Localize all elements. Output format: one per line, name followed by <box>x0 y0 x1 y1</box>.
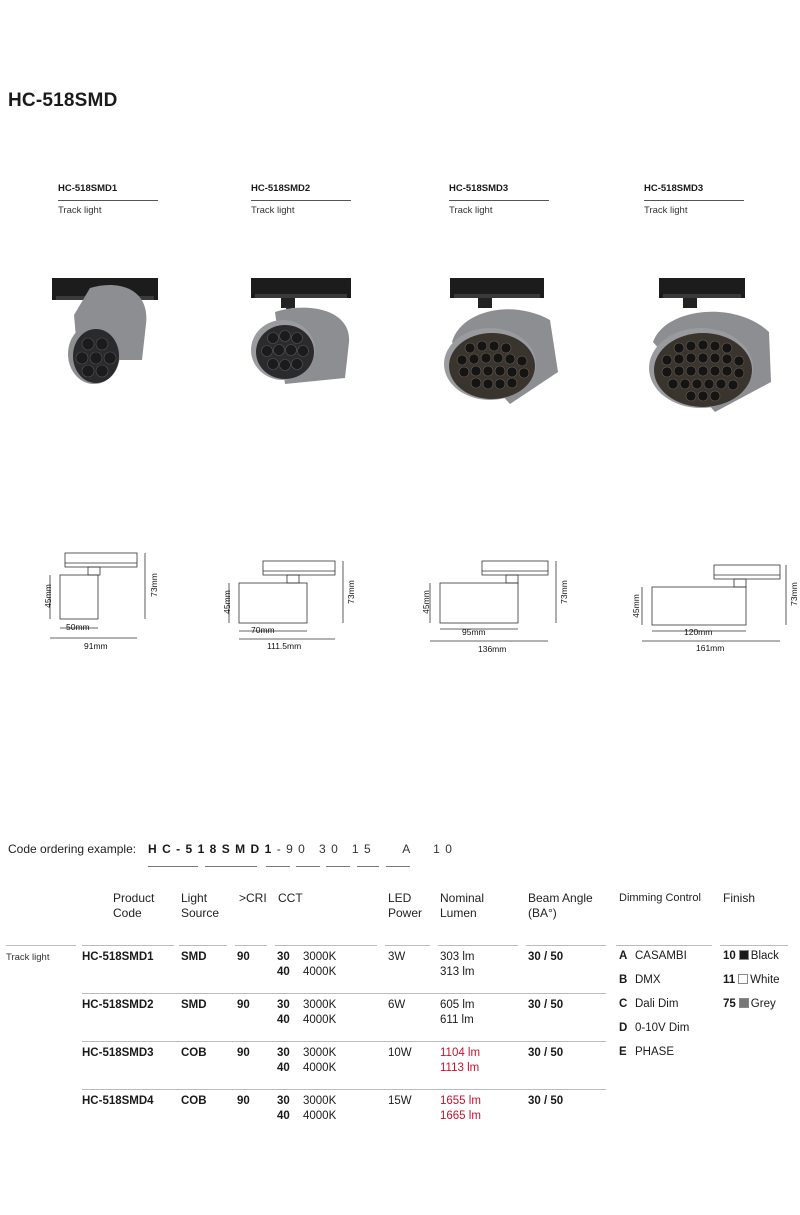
dim-height-body: 45mm <box>420 590 431 614</box>
product-header-2 <box>251 183 351 216</box>
table-row-cri: 90 <box>237 1095 250 1107</box>
code-part-cri: 90 <box>286 842 311 856</box>
row-divider <box>82 993 606 994</box>
row-divider <box>438 945 518 946</box>
dimension-drawing-4 <box>622 555 800 655</box>
table-row-cri: 90 <box>237 1047 250 1059</box>
table-row-beam: 30 / 50 <box>528 1095 564 1107</box>
row-divider <box>616 945 712 946</box>
product-type: Track light <box>449 205 493 216</box>
dimming-option: C Dali Dim <box>619 998 679 1010</box>
row-divider <box>82 945 174 946</box>
dim-height-total: 73mm <box>148 573 159 597</box>
table-row-lumen: 303 lm 313 lm <box>440 951 475 978</box>
table-row-power: 3W <box>388 951 406 963</box>
header-beam-angle: Beam Angle (BA°) <box>528 891 593 920</box>
code-underline <box>357 866 379 867</box>
product-code: HC-518SMD2 <box>251 183 311 194</box>
product-code: HC-518SMD3 <box>449 183 509 194</box>
dim-height-body: 45mm <box>221 590 232 614</box>
table-row-source: SMD <box>181 951 207 963</box>
dimension-drawing-1 <box>30 545 160 655</box>
table-row-source: COB <box>181 1047 207 1059</box>
table-row-source: SMD <box>181 999 207 1011</box>
code-underline <box>266 866 290 867</box>
color-swatch <box>739 998 749 1008</box>
group-label: Track light <box>6 952 50 963</box>
row-divider <box>179 945 227 946</box>
header-cct: CCT <box>278 891 303 905</box>
product-type: Track light <box>58 205 102 216</box>
row-divider <box>235 945 267 946</box>
header-nominal-lumen: Nominal Lumen <box>440 891 485 920</box>
header-product-code: Product Code <box>113 891 155 920</box>
product-code: HC-518SMD1 <box>58 183 118 194</box>
code-underline <box>386 866 410 867</box>
code-underline <box>148 866 198 867</box>
table-row-cct: 30 3000K 40 4000K <box>277 1047 337 1074</box>
code-ordering-label: Code ordering example: <box>8 842 137 856</box>
code-underline <box>326 866 350 867</box>
code-part-beam: 15 <box>351 842 377 856</box>
dim-front: 120mm <box>684 627 713 637</box>
table-row-power: 10W <box>388 1047 412 1059</box>
product-image-2 <box>245 272 355 392</box>
dimming-option: B DMX <box>619 974 661 986</box>
table-row-source: COB <box>181 1095 207 1107</box>
header-cri: >CRI <box>239 891 267 905</box>
dim-height-body: 45mm <box>42 584 53 608</box>
row-divider <box>526 945 606 946</box>
row-divider <box>82 1089 606 1090</box>
table-row-cct: 30 3000K 40 4000K <box>277 999 337 1026</box>
product-code: HC-518SMD3 <box>644 183 704 194</box>
code-part-dimming: A <box>402 842 416 856</box>
header-led-power: LED Power <box>388 891 423 920</box>
color-swatch <box>738 974 748 984</box>
table-row-lumen: 1655 lm 1665 lm <box>440 1095 481 1122</box>
table-row-cct: 30 3000K 40 4000K <box>277 951 337 978</box>
code-underline <box>205 866 257 867</box>
dim-height-total: 73mm <box>558 580 569 604</box>
code-part-product: HC-518SMD1 <box>148 842 277 856</box>
dimming-option: E PHASE <box>619 1046 674 1058</box>
code-part-finish: 10 <box>433 842 458 856</box>
dimming-option: D 0-10V Dim <box>619 1022 690 1034</box>
header-dimming-control: Dimming Control <box>619 892 701 904</box>
row-divider <box>720 945 788 946</box>
dim-width: 136mm <box>478 644 507 654</box>
finish-option: 75 Grey <box>723 998 776 1010</box>
table-row-code: HC-518SMD4 <box>82 1095 154 1107</box>
product-header-3 <box>449 183 549 216</box>
dimension-drawing-2 <box>215 555 365 655</box>
product-type: Track light <box>644 205 688 216</box>
table-row-lumen: 1104 lm 1113 lm <box>440 1047 481 1074</box>
divider <box>644 200 744 201</box>
dim-height-total: 73mm <box>345 580 356 604</box>
dimming-option: A CASAMBI <box>619 950 687 962</box>
code-underline <box>296 866 320 867</box>
finish-option: 11 White <box>723 974 780 986</box>
code-part-dash: - <box>276 842 287 856</box>
dim-front: 70mm <box>251 625 275 635</box>
table-row-code: HC-518SMD2 <box>82 999 154 1011</box>
product-image-3 <box>440 272 560 412</box>
page-title: HC-518SMD <box>8 90 118 111</box>
row-divider <box>385 945 430 946</box>
product-header-1 <box>58 183 158 216</box>
code-ordering-example <box>148 842 457 856</box>
table-row-beam: 30 / 50 <box>528 1047 564 1059</box>
product-image-4 <box>645 272 775 422</box>
dim-width: 161mm <box>696 643 725 653</box>
header-light-source: Light Source <box>181 891 220 920</box>
color-swatch <box>739 950 749 960</box>
dimension-drawing-3 <box>412 555 577 655</box>
table-row-lumen: 605 lm 611 lm <box>440 999 475 1026</box>
product-image-1 <box>50 272 160 392</box>
finish-option: 10 Black <box>723 950 779 962</box>
table-row-cct: 30 3000K 40 4000K <box>277 1095 337 1122</box>
row-divider <box>6 945 76 946</box>
divider <box>251 200 351 201</box>
product-header-4 <box>644 183 744 216</box>
table-row-power: 6W <box>388 999 406 1011</box>
product-type: Track light <box>251 205 295 216</box>
row-divider <box>275 945 377 946</box>
dim-front: 95mm <box>462 627 486 637</box>
row-divider <box>82 1041 606 1042</box>
table-row-cri: 90 <box>237 999 250 1011</box>
dim-height-total: 73mm <box>788 582 799 606</box>
table-row-code: HC-518SMD3 <box>82 1047 154 1059</box>
table-row-beam: 30 / 50 <box>528 999 564 1011</box>
divider <box>58 200 158 201</box>
header-finish: Finish <box>723 891 756 905</box>
dim-height-body: 45mm <box>630 594 641 618</box>
table-row-cri: 90 <box>237 951 250 963</box>
dim-width: 111.5mm <box>267 641 302 651</box>
table-row-beam: 30 / 50 <box>528 951 564 963</box>
code-part-cct: 30 <box>319 842 344 856</box>
divider <box>449 200 549 201</box>
table-row-code: HC-518SMD1 <box>82 951 154 963</box>
table-row-power: 15W <box>388 1095 412 1107</box>
dim-width: 91mm <box>84 641 108 651</box>
dim-front: 50mm <box>66 622 90 632</box>
